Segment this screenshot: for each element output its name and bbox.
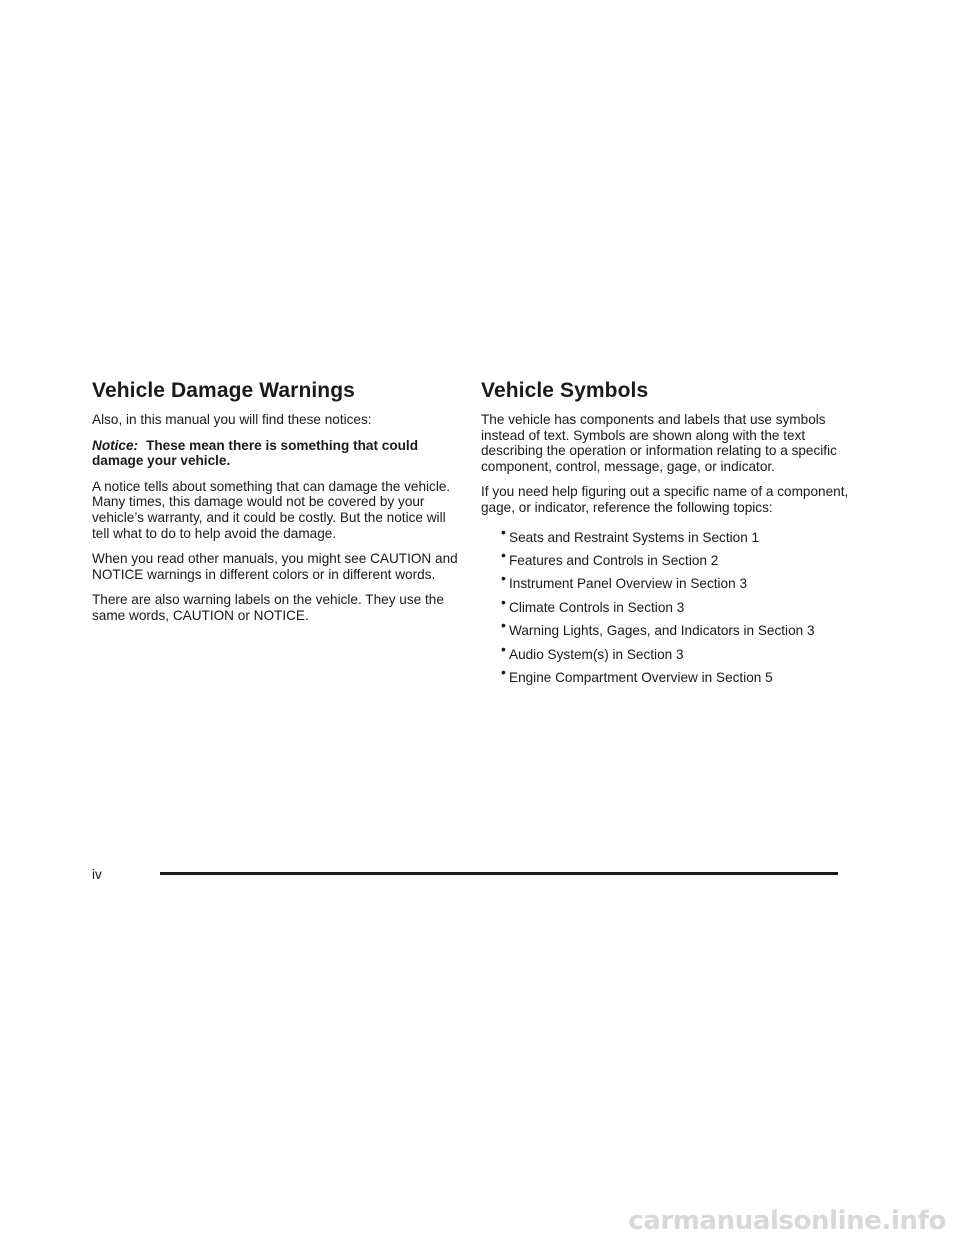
list-item <box>501 593 851 616</box>
body-paragraph: When you read other manuals, you might see CAUTION and NOTICE warnings in different colors or in different words. <box>92 551 458 582</box>
topic-text: Audio System(s) in Section 3 <box>509 646 684 662</box>
page-number: iv <box>92 867 102 882</box>
topic-text: Features and Controls in Section 2 <box>509 552 719 568</box>
topics-list <box>481 523 851 686</box>
bullet-icon: • <box>501 546 506 563</box>
body-paragraph: A notice tells about something that can damage the vehicle. Many times, this damage would not be covered by your vehicle’s warranty, and it could be costly. But the notice will tell what to do to help avoid the damage. <box>92 478 451 541</box>
topic-text: Engine Compartment Overview in Section 5 <box>509 669 773 685</box>
list-item <box>501 523 851 546</box>
list-item <box>501 546 851 569</box>
bullet-icon: • <box>501 523 506 540</box>
bullet-icon: • <box>501 617 506 634</box>
body-paragraph: The vehicle has components and labels that use symbols instead of text. Symbols are shown along with the text describing the operation or information relating to a specific component, control, message, gage, or indicator. <box>481 412 837 474</box>
body-paragraph: There are also warning labels on the vehicle. They use the same words, CAUTION or NOTICE. <box>92 592 444 623</box>
topic-text: Warning Lights, Gages, and Indicators in Section 3 <box>509 623 815 639</box>
watermark: carmanualsonline.info <box>628 1206 946 1236</box>
notice-label: Notice: <box>92 437 139 453</box>
topic-text: Climate Controls in Section 3 <box>509 599 685 615</box>
bullet-icon: • <box>501 570 506 587</box>
list-item <box>501 570 851 592</box>
bullet-icon: • <box>501 593 506 610</box>
section-title: Vehicle Damage Warnings <box>92 379 355 402</box>
bullet-icon: • <box>501 663 506 680</box>
vehicle-symbols-section <box>481 378 851 693</box>
body-paragraph: If you need help figuring out a specific name of a component, gage, or indicator, reference the following topics: <box>481 484 849 515</box>
topic-text: Instrument Panel Overview in Section 3 <box>509 576 748 592</box>
footer-rule <box>160 872 838 875</box>
topic-text: Seats and Restraint Systems in Section 1 <box>509 529 760 545</box>
list-item <box>501 617 851 639</box>
list-item <box>501 663 851 686</box>
intro-paragraph: Also, in this manual you will find these notices: <box>92 412 372 427</box>
notice-text: These mean there is something that could damage your vehicle. <box>92 437 419 469</box>
bullet-icon: • <box>501 640 506 657</box>
notice-paragraph <box>92 438 462 469</box>
page-footer <box>92 864 838 884</box>
vehicle-damage-warnings-section <box>92 378 462 634</box>
section-title: Vehicle Symbols <box>481 379 649 402</box>
list-item <box>501 640 851 663</box>
